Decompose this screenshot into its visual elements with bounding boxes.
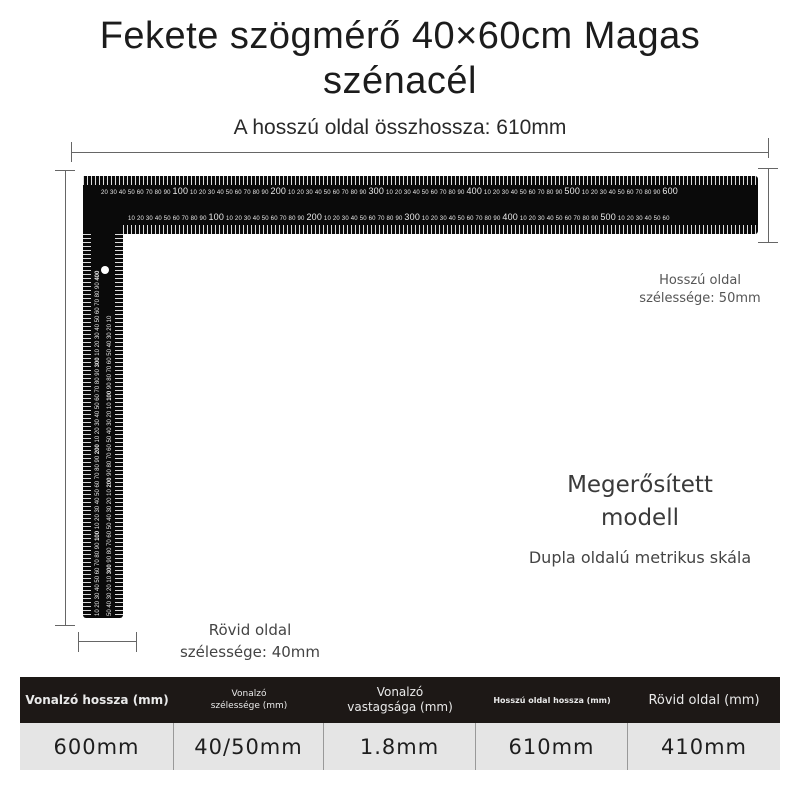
header-ruler-width: Vonalzó szélessége (mm) (210, 689, 288, 711)
long-side-width-line-2: szélessége: 50mm (639, 291, 761, 306)
dimension-tick-top (55, 170, 75, 171)
dimension-line-short-length (65, 170, 66, 625)
dimension-tick-width-bottom (758, 242, 778, 243)
dimension-tick-right (768, 138, 769, 158)
dimension-line-long-width (768, 168, 769, 242)
value-long-side-length: 610mm (476, 723, 628, 770)
ruler-scale-left: 10 20 30 40 50 60 70 80 90 100 10 20 30 40 50 60 70 80 90 200 10 20 30 40 50 60 70 80 90 300 10 20 30 40 50 60 70 80 90 400 (95, 270, 101, 616)
ruler-scale-top: 20 30 40 50 60 70 80 90 100 10 20 30 40 50 60 70 80 90 200 10 20 30 40 50 60 70 80 90 300 10 20 30 40 50 60 70 80 90 400 10 20 30 40 50 60 70 80 90 500 10 20 30 40 50 60 70 80 90 600 (101, 186, 678, 196)
square-ruler-long-arm (83, 176, 758, 234)
header-ruler-thickness: Vonalzó vastagsága (mm) (347, 685, 453, 714)
dimension-tick-width-top (758, 168, 778, 169)
title-line-2: szénacél (323, 60, 477, 102)
long-side-width-label (600, 272, 800, 308)
model-line-2: modell (600, 505, 679, 531)
ruler-scale-bottom: 10 20 30 40 50 60 70 80 90 100 10 20 30 40 50 60 70 80 90 200 10 20 30 40 50 60 70 80 90 300 10 20 30 40 50 60 70 80 90 400 10 20 30 40 50 60 70 80 90 500 10 20 30 40 50 60 (128, 212, 670, 222)
ruler-scale-right: 50 40 30 20 10 300 90 80 70 60 50 40 30 20 10 200 90 80 70 60 50 40 30 20 10 100 90 80 70 60 50 40 30 20 10 (107, 315, 113, 616)
total-length-label: A hosszú oldal összhossza: 610mm (233, 116, 567, 139)
spec-table-row (20, 723, 780, 770)
model-line-1: Megerősített (567, 472, 713, 498)
reinforced-model-label (530, 469, 750, 535)
dimension-tick-sw-left (78, 632, 79, 652)
dimension-tick-bottom (55, 625, 75, 626)
square-ruler-short-arm (83, 176, 123, 618)
dimension-line-total-length (71, 152, 769, 153)
spec-table-header (20, 677, 780, 723)
dimension-tick-sw-right (136, 632, 137, 652)
short-side-width-line-1: Rövid oldal (208, 621, 292, 639)
value-ruler-width: 40/50mm (174, 723, 324, 770)
ruler-ticks-top (83, 176, 758, 185)
ruler-ticks-left (83, 234, 91, 618)
ruler-ticks-bottom (123, 225, 758, 234)
header-ruler-length: Vonalzó hossza (mm) (25, 693, 169, 707)
header-short-side: Rövid oldal (mm) (648, 692, 760, 708)
hanging-hole (101, 266, 109, 274)
value-short-side: 410mm (661, 734, 747, 759)
long-side-width-line-1: Hosszú oldal (659, 273, 741, 288)
short-side-width-label (150, 619, 350, 663)
ruler-ticks-right (115, 234, 123, 618)
value-ruler-thickness: 1.8mm (324, 723, 476, 770)
short-side-width-line-2: szélessége: 40mm (179, 643, 321, 661)
title-line-1: Fekete szögmérő 40×60cm Magas (99, 15, 701, 57)
dimension-tick-left (71, 142, 72, 162)
spec-table (20, 677, 780, 770)
double-sided-scale-label: Dupla oldalú metrikus skála (528, 548, 752, 567)
page-title (0, 14, 800, 104)
header-long-side-length: Hosszú oldal hossza (mm) (493, 695, 611, 705)
dimension-line-short-width (78, 641, 136, 642)
value-ruler-length: 600mm (20, 723, 174, 770)
